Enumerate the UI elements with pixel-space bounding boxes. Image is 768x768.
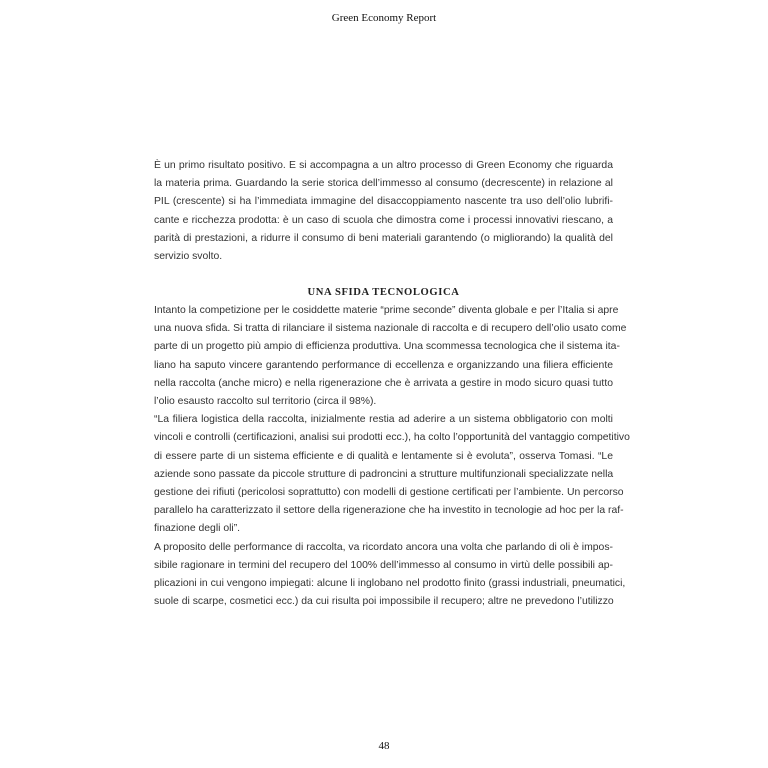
running-header: Green Economy Report [331, 12, 437, 24]
text-line: parte di un progetto più ampio di efficienza produttiva. Una scommessa tecnologica che il sistema ita- [154, 341, 620, 353]
text-line: Intanto la competizione per le cosiddette materie “prime seconde” diventa globale e per l’Italia si apre [154, 305, 619, 316]
text-line: È un primo risultato positivo. E si accompagna a un altro processo di Green Economy che riguarda [154, 160, 613, 171]
text-line: una nuova sfida. Si tratta di rilanciare il sistema nazionale di raccolta e di recupero dell’olio usato come [154, 323, 627, 335]
text-line: suole di scarpe, cosmetici ecc.) da cui risulta poi impossibile il recupero; altre ne prevedono l’utilizzo [154, 596, 614, 608]
text-line: cante e ricchezza prodotta: è un caso di scuola che dimostra come i processi innovativi riescano, a [154, 214, 613, 226]
text-line: sibile ragionare in termini del recupero del 100% dell’immesso al consumo in virtù delle possibili ap- [154, 559, 613, 571]
text-line: “La filiera logistica della raccolta, inizialmente restia ad aderire a un sistema obbligatorio con molti [154, 414, 613, 426]
text-line: l’olio esausto raccolto sul territorio (circa il 98%). [154, 396, 377, 408]
text-line: PIL (crescente) si ha l’immediata immagine del disaccoppiamento nascente tra uso dell’olio lubrifi- [154, 196, 613, 208]
text-line: A proposito delle performance di raccolta, va ricordato ancora una volta che parlando di oli è impos- [154, 541, 613, 553]
page-number: 48 [378, 740, 390, 752]
text-line: liano ha saputo vincere garantendo performance di eccellenza e organizzando una filiera efficiente [154, 359, 613, 371]
section-heading: UNA SFIDA TECNOLOGICA [307, 287, 460, 298]
text-line: plicazioni in cui vengono impiegati: alcune li inglobano nel prodotto finito (grassi industriali, pneumatici, [154, 578, 626, 590]
text-line: parità di prestazioni, a ridurre il consumo di beni materiali garantendo (o migliorando) la qualità del [154, 232, 613, 244]
text-line: finazione degli oli”. [154, 523, 241, 535]
text-line: nella raccolta (anche micro) e nella rigenerazione che è arrivata a gestire in modo sicuro quasi tutto [154, 377, 613, 389]
text-line: gestione dei rifiuti (pericolosi soprattutto) con modelli di gestione certificati per l’ambiente. Un percorso [154, 487, 624, 499]
text-line: vincoli e controlli (certificazioni, analisi sui prodotti ecc.), ha colto l’opportunità del vantaggio competitivo [154, 432, 630, 444]
text-line: aziende sono passate da piccole strutture di padroncini a strutture multifunzionali specializzate nella [154, 468, 614, 480]
text-line: parallelo ha caratterizzato il settore della rigenerazione che ha investito in tecnologie ad hoc per la raf- [154, 505, 624, 517]
intro-paragraph [154, 157, 613, 266]
main-text [154, 302, 630, 611]
text-line: di essere parte di un sistema efficiente e di qualità e lentamente si è evoluta”, osserva Tomasi. “Le [154, 450, 613, 462]
text-line: la materia prima. Guardando la serie storica dell’immesso al consumo (decrescente) in relazione al [154, 178, 613, 190]
text-line: servizio svolto. [154, 251, 223, 263]
